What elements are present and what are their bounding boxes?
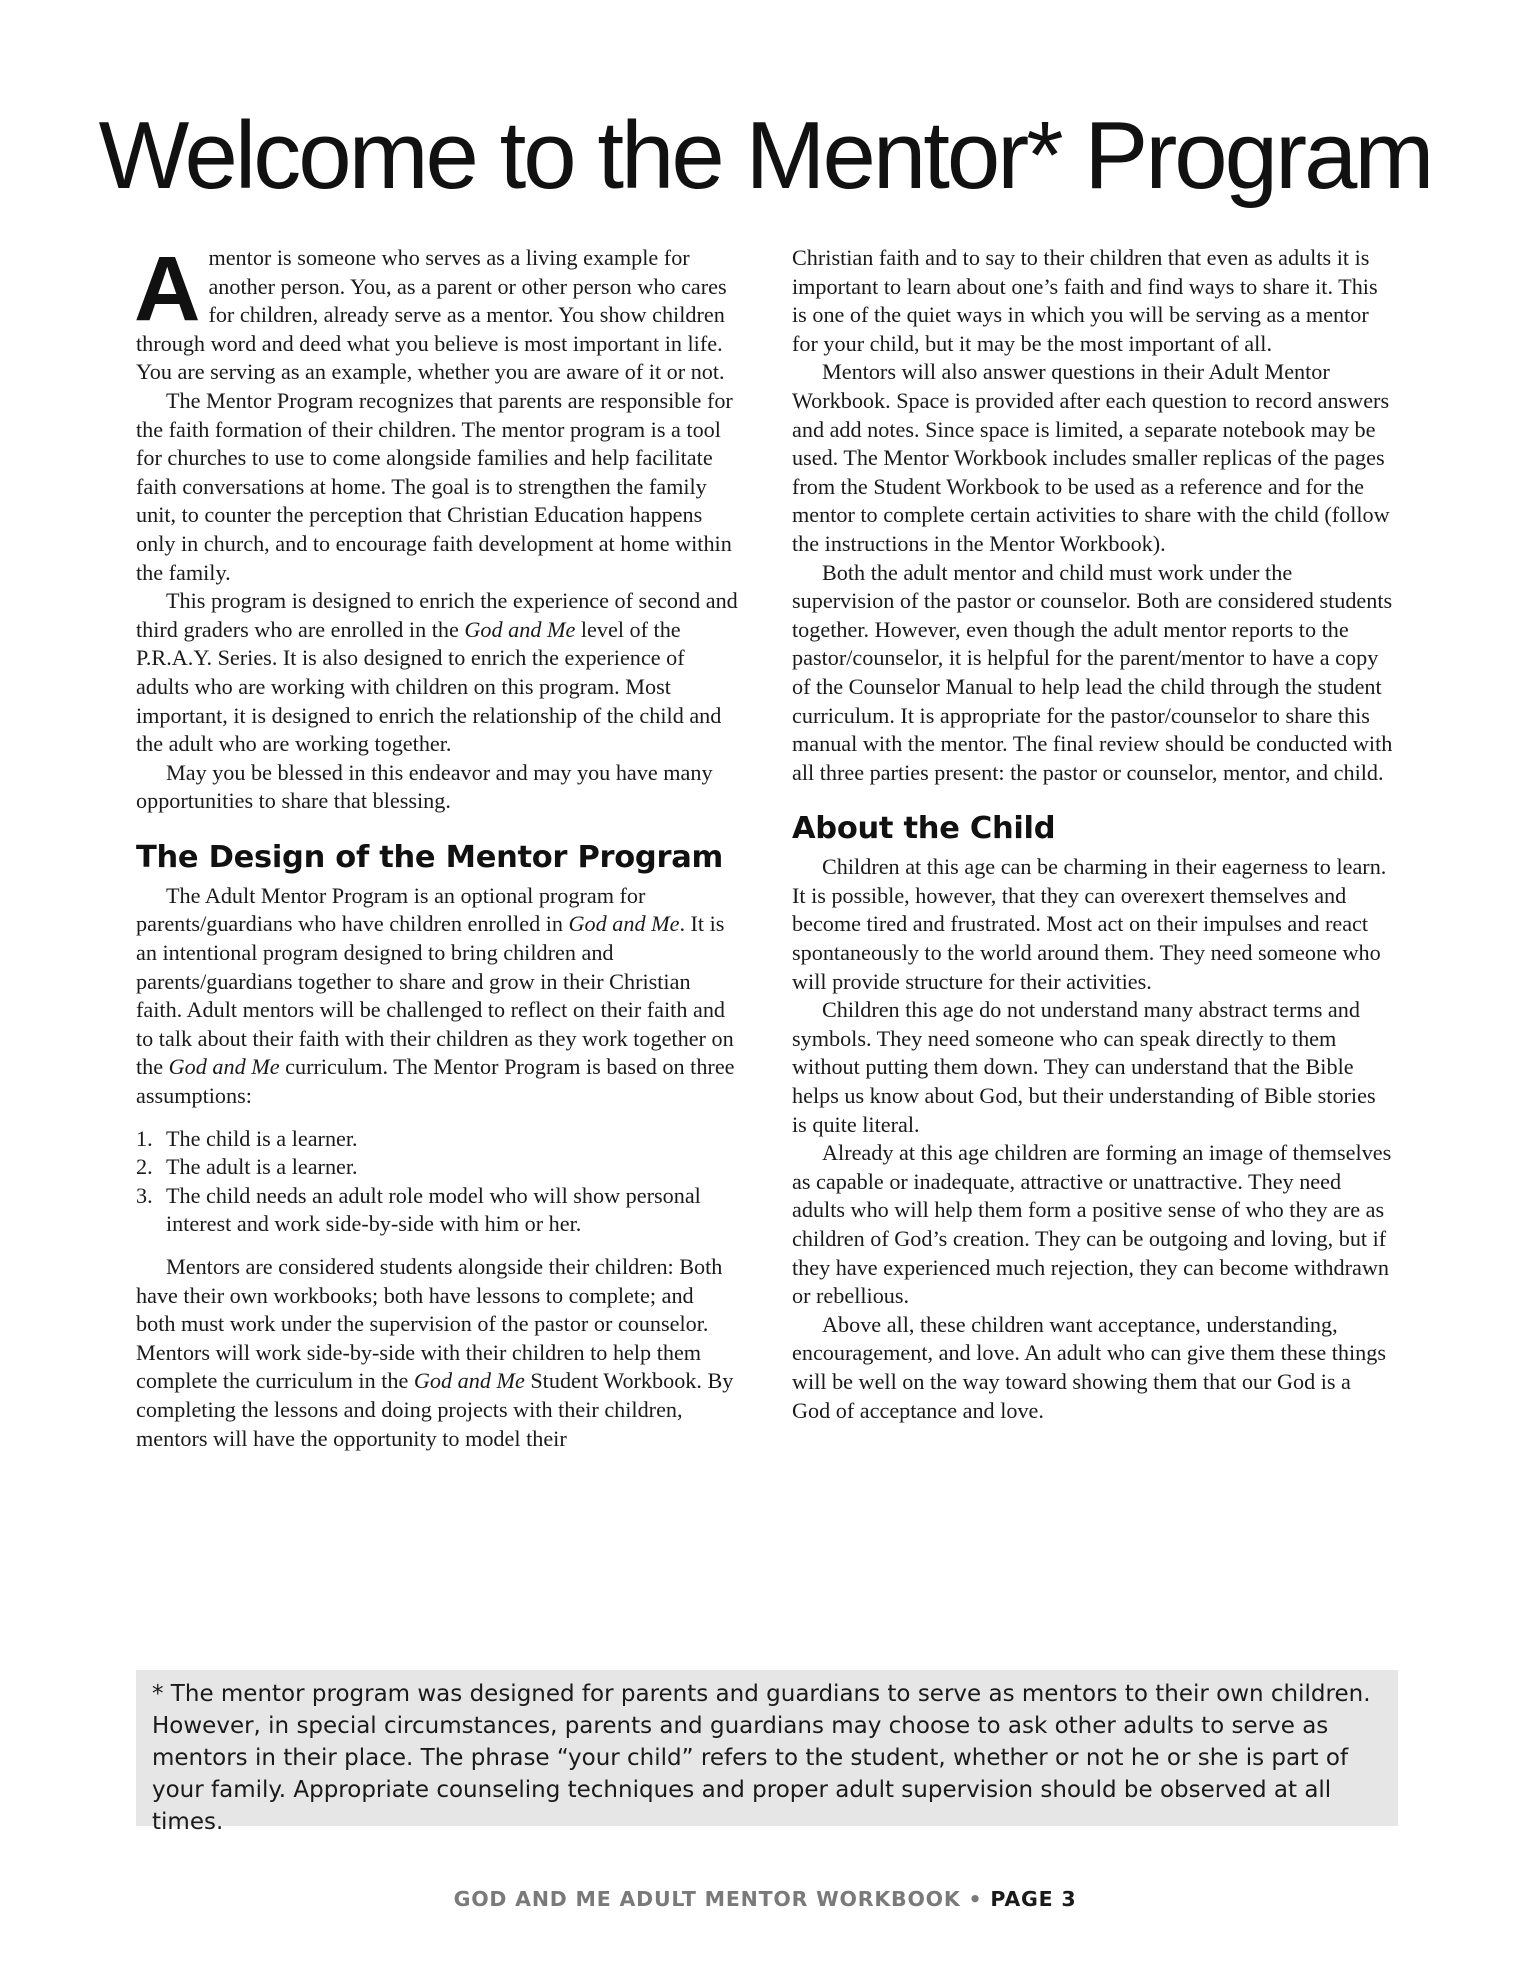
paragraph-mentors-students (136, 1253, 738, 1453)
paragraph-child-eagerness: Children at this age can be charming in their eagerness to learn. It is possible, however, that they can overexert themselves and become tired and frustrated. Most act on their impulses and react spontaneously to the world around them. They need someone who will provide structure for their activities. (792, 854, 1387, 994)
paragraph-mentor-program: The Mentor Program recognizes that parents are responsible for the faith formation of their children. The mentor program is a tool for churches to use to come alongside families and help facilitate faith conversations at home. The goal is to strengthen the family unit, to counter the perception that Christian Education happens only in church, and to encourage faith development at home within the family. (136, 387, 733, 585)
list-item (136, 1125, 738, 1154)
emphasis-god-and-me: God and Me (464, 616, 576, 642)
paragraph-child-self-image: Already at this age children are forming an image of themselves as capable or inadequate, attractive or unattractive. They need adults who will help them form a positive sense of who they are as children of God’s creation. They can be outgoing and loving, but if they have experienced much rejection, they can become withdrawn or rebellious. (792, 1140, 1392, 1309)
left-column (134, 238, 738, 1453)
paragraph-continued: Christian faith and to say to their children that even as adults it is important to learn about one’s faith and find ways to share it. This is one of the quiet ways in which you will be serving as a mentor for your child, but it may be the most important of all. (792, 245, 1378, 356)
text-run: Student Workbook. By completing the lessons and doing projects with their children, mentors will have the opportunity to model their (136, 1368, 734, 1451)
emphasis-god-and-me: God and Me (168, 1054, 280, 1080)
paragraph-mentor-workbook: Mentors will also answer questions in their Adult Mentor Workbook. Space is provided after each question to record answers and add notes. Since space is limited, a separate notebook may be used. The Mentor Workbook includes smaller replicas of the pages from the Student Workbook to be used as a reference and for the mentor to complete certain activities to share with the child (follow the instructions in the Mentor Workbook). (792, 359, 1390, 556)
footer-separator: • (960, 1887, 991, 1911)
paragraph-adult-mentor-program (136, 882, 738, 1111)
footnote-box: * The mentor program was designed for parents and guardians to serve as mentors to their own children. However, in special circumstances, parents and guardians may choose to ask other adults to serve as mentors in their place. The phrase “your child” refers to the student, whether or not he or she is part of your family. Appropriate counseling techniques and proper adult supervision should be observed at all times. (136, 1670, 1398, 1826)
paragraph-child-acceptance: Above all, these children want acceptance, understanding, encouragement, and love. An adult who can give them these things will be well on the way toward showing them that our God is a God of acceptance and love. (792, 1311, 1386, 1423)
paragraph-program-design (136, 587, 738, 759)
footer-book-title: GOD AND ME ADULT MENTOR WORKBOOK (453, 1887, 961, 1911)
intro-text: mentor is someone who serves as a living example for another person. You, as a parent or other person who cares for children, already serve as a mentor. You show children through word and deed what you believe is most important in life. You are serving as an example, whether you are aware of it or not. (136, 245, 727, 385)
intro-paragraph (134, 238, 738, 387)
emphasis-god-and-me: God and Me (568, 911, 680, 937)
list-item (136, 1182, 738, 1239)
child-heading: About the Child (792, 811, 1056, 847)
page-title: Welcome to the Mentor* Program (98, 102, 1432, 209)
paragraph-child-symbols: Children this age do not understand many abstract terms and symbols. They need someone who can speak directly to them without putting them down. They can understand that the Bible helps us know about God, but their understanding of Bible stories is quite literal. (792, 997, 1376, 1137)
text-run: curriculum. The Mentor Program is based on three assumptions: (136, 1054, 735, 1109)
list-number: 1. (136, 1125, 153, 1151)
right-column (792, 244, 1394, 1425)
list-item (136, 1153, 738, 1182)
list-text: The child is a learner. (166, 1125, 358, 1151)
design-heading: The Design of the Mentor Program (136, 839, 723, 875)
list-text: The adult is a learner. (166, 1154, 358, 1180)
text-run: The Adult Mentor Program is an optional program for parents/guardians who have children enrolled in (136, 882, 646, 937)
assumptions-list (136, 1125, 738, 1239)
text-run: Mentors are considered students alongside their children: Both have their own workbooks; both have lessons to complete; and both must work under the supervision of the pastor or counselor. Mentors will work side-by-side with their children to help them complete the curriculum in the (136, 1254, 723, 1394)
text-run: . It is an intentional program designed to bring children and parents/guardians together to share and grow in their Christian faith. Adult mentors will be challenged to reflect on their faith and to talk about their faith with their children as they work together on the (136, 911, 734, 1080)
text-run: level of the P.R.A.Y. Series. It is also designed to enrich the experience of adults who are working with children on this program. Most important, it is designed to enrich the relationship of the child and the adult who are working together. (136, 616, 722, 757)
list-number: 2. (136, 1154, 153, 1180)
footer-page-number: PAGE 3 (990, 1887, 1077, 1911)
list-text: The child needs an adult role model who will show personal interest and work side-by-side with him or her. (166, 1182, 701, 1237)
paragraph-blessing: May you be blessed in this endeavor and may you have many opportunities to share that blessing. (136, 759, 713, 814)
paragraph-supervision: Both the adult mentor and child must work under the supervision of the pastor or counselor. Both are considered students together. However, even though the adult mentor reports to the pastor/counselor, it is helpful for the parent/mentor to have a copy of the Counselor Manual to help lead the child through the student curriculum. It is appropriate for the pastor/counselor to share this manual with the mentor. The final review should be conducted with all three parties present: the pastor or counselor, mentor, and child. (792, 559, 1393, 785)
emphasis-god-and-me: God and Me (413, 1368, 525, 1394)
list-number: 3. (136, 1182, 153, 1208)
page-footer (0, 1887, 1530, 1911)
drop-cap: A (134, 238, 201, 340)
text-run: This program is designed to enrich the experience of second and third graders who are enrolled in the (136, 588, 738, 642)
